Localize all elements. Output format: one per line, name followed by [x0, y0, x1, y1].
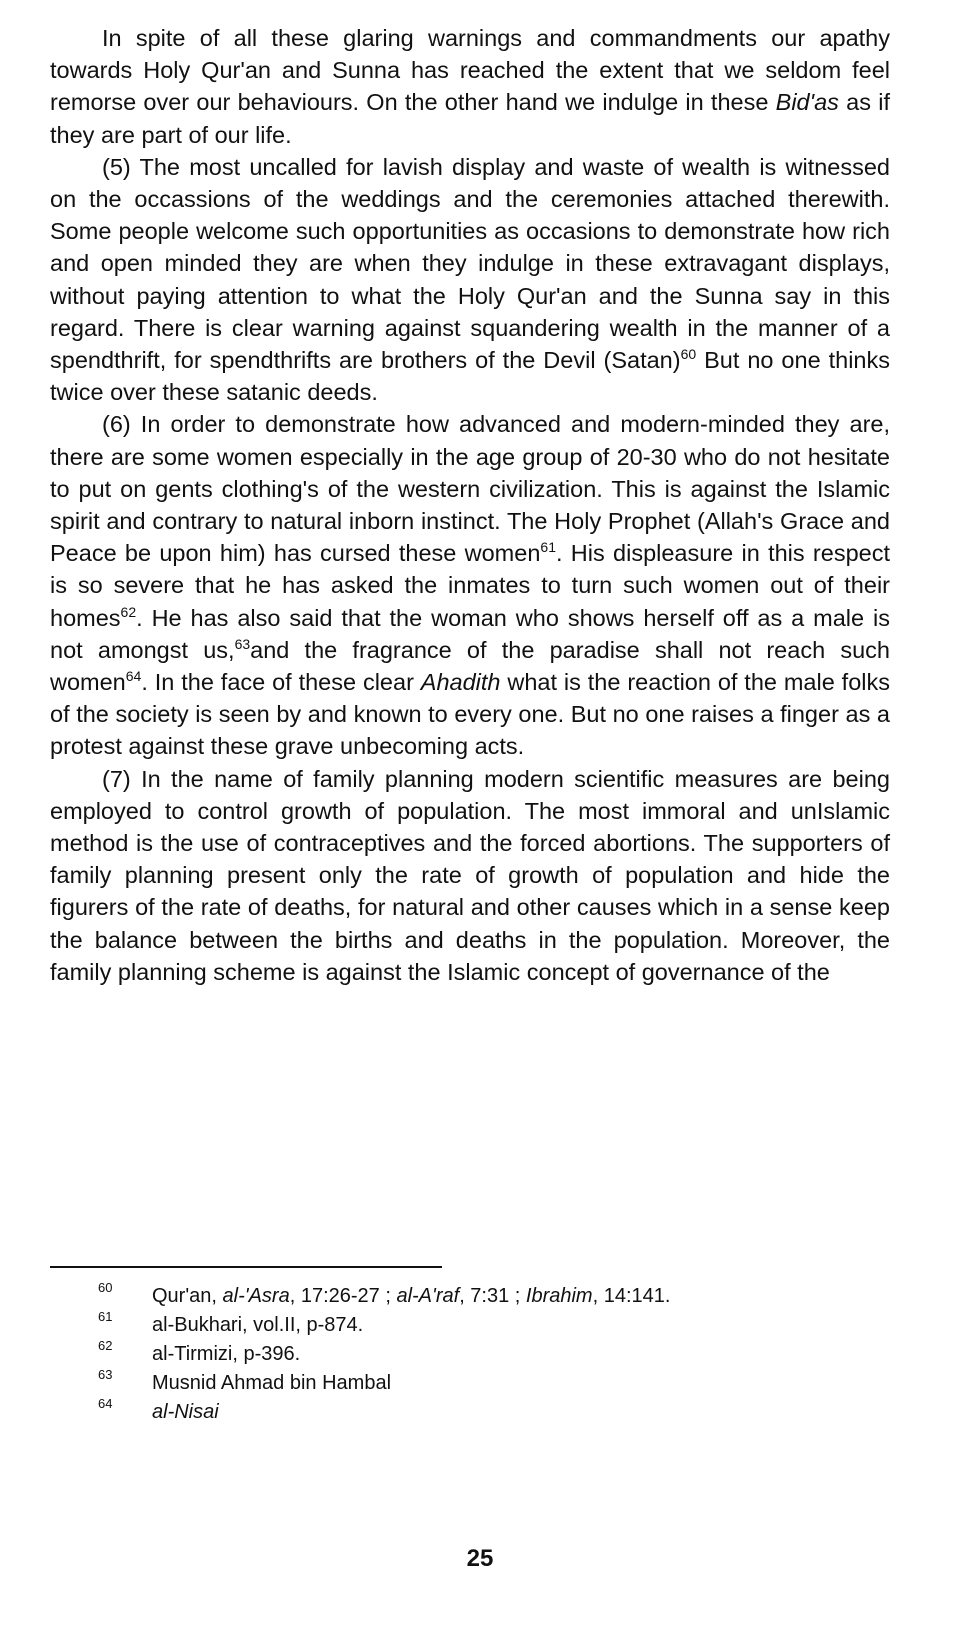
paragraph-5: (5) The most uncalled for lavish display and waste of wealth is witnessed on the occassions of the weddings and the ceremonies attached therewith. Some people welcome such opportunities as occasions to demonstrate how rich and open minded they are when they indulge in these extravagant displays, without paying attention to what the Holy Qur'an and the Sunna say in this regard. There is clear warning against squandering wealth in the manner of a spendthrift, for spendthrifts are brothers of the Devil $(Satan)^{60}$ But no one thinks twice over these satanic deeds. [50, 153, 890, 406]
footnote-64: 64 al-Nisai [98, 1398, 888, 1427]
footnote-60: 60 Qur'an, al-'Asra, 17:26-27 ; al-A'raf, 7:31 ; Ibrahim, 14:141. [98, 1282, 888, 1311]
footnote-ref-60[interactable]: 60 [680, 346, 697, 363]
footnote-ref-63[interactable]: 63 [234, 636, 251, 653]
footnote-ref-61[interactable]: 61 [540, 539, 556, 556]
footnote-number: 60 [98, 1280, 113, 1295]
footnote-ref-62[interactable]: 62 [120, 603, 137, 620]
footnote-divider [50, 1266, 442, 1268]
footnote-number: 64 [98, 1396, 113, 1411]
footnotes-list [98, 1282, 888, 1427]
paragraph-6: (6) In order to demonstrate how advanced and modern-minded they are, there are some women especially in the age group of 20-30 who do not hesitate to put on gents clothing's of the western civilization. This is against the Islamic spirit and contrary to natural inborn instinct. The Holy Prophet (Allah's Grace and Peace be upon him) has cursed these women$^{61}$. His displeasure in this respect is so severe that he has asked the inmates to turn such women out of their homes$^{62}$. He has also said that the woman who shows herself off as a male is not amongst us,$^{63}$and the fragrance of the paradise shall not reach such women$^{64}$. In the face of these clear Ahadith what is the reaction of the male folks of the society is seen by and known to every one. But no one raises a finger as a protest against these grave unbecoming acts. [50, 411, 890, 760]
term-bidas: Bid'as [775, 89, 839, 116]
footnote-62: 62 al-Tirmizi, p-396. [98, 1340, 888, 1369]
footnote-63: 63 Musnid Ahmad bin Hambal [98, 1369, 888, 1398]
footnote-number: 62 [98, 1338, 113, 1353]
page-number: 25 [466, 1545, 494, 1572]
page-body [50, 22, 890, 988]
paragraph-7: (7) In the name of family planning modern scientific measures are being employed to control growth of population. The most immoral and unIslamic method is the use of contraceptives and the forced abortions. The supporters of family planning present only the rate of growth of population and hide the figurers of the rate of deaths, for natural and other causes which in a sense keep the balance between the births and deaths in the population. Moreover, the family planning scheme is against the Islamic concept of governance of the [50, 765, 890, 985]
term-ahadith: Ahadith [420, 669, 501, 696]
footnote-ref-64[interactable]: 64 [125, 668, 142, 685]
footnote-61: 61 al-Bukhari, vol.II, p-874. [98, 1311, 888, 1340]
footnote-number: 63 [98, 1367, 113, 1382]
paragraph-intro: In spite of all these glaring warnings and commandments our apathy towards Holy Qur'an and Sunna has reached the extent that we seldom feel remorse over our behaviours. On the other hand we indulge in these Bid'as as if they are part of our life. [50, 25, 890, 148]
footnote-number: 61 [98, 1309, 113, 1324]
